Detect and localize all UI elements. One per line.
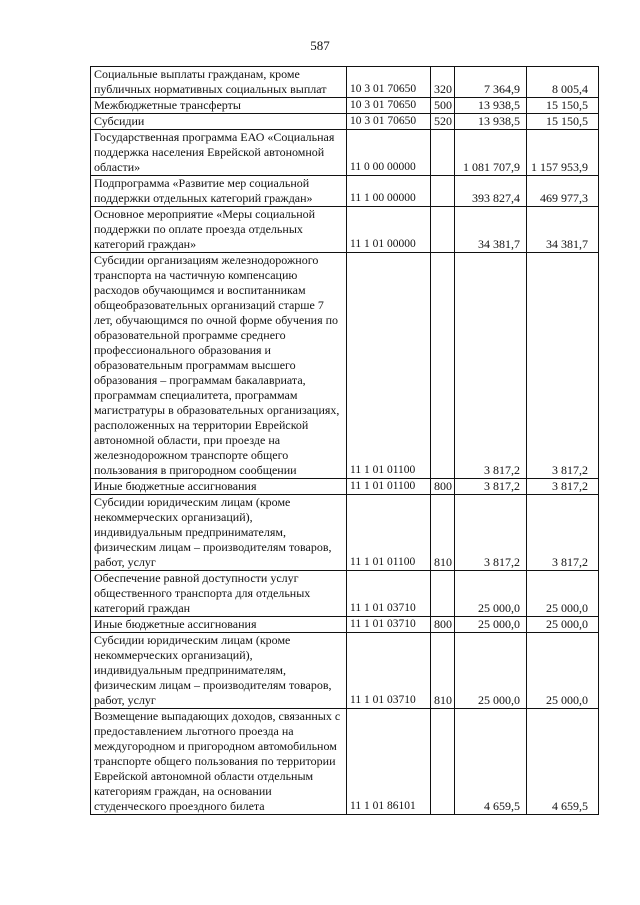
row-expense-kind [431,207,455,253]
row-amount-2: 15 150,5 [527,98,599,114]
row-target-code: 10 3 01 70650 [347,67,431,98]
row-amount-1: 7 364,9 [455,67,527,98]
row-amount-1: 4 659,5 [455,709,527,815]
row-amount-1: 25 000,0 [455,633,527,709]
table-row [91,633,599,709]
row-target-code: 11 1 01 86101 [347,709,431,815]
row-name: Субсидии юридическим лицам (кроме некоммерческих организаций), индивидуальным предпринимателям, физическим лицам – производителям товаров, работ, услуг [91,633,347,709]
row-expense-kind [431,571,455,617]
row-target-code: 10 3 01 70650 [347,98,431,114]
row-amount-1: 393 827,4 [455,176,527,207]
row-target-code: 11 1 01 01100 [347,479,431,495]
row-amount-2: 469 977,3 [527,176,599,207]
row-name: Основное мероприятие «Меры социальной поддержки по оплате проезда отдельных категорий граждан» [91,207,347,253]
row-name: Возмещение выпадающих доходов, связанных с предоставлением льготного проезда на междугородном и пригородном автомобильном транспорте общего пользования по территории Еврейской автономной области отдельным категориям граждан, на основании студенческого проездного билета [91,709,347,815]
row-expense-kind: 810 [431,633,455,709]
row-amount-2: 15 150,5 [527,114,599,130]
row-amount-1: 3 817,2 [455,253,527,479]
row-amount-1: 13 938,5 [455,114,527,130]
row-amount-1: 3 817,2 [455,495,527,571]
table-row [91,253,599,479]
row-amount-2: 25 000,0 [527,633,599,709]
table-row [91,479,599,495]
row-amount-2: 8 005,4 [527,67,599,98]
table-row [91,709,599,815]
row-target-code: 11 1 00 00000 [347,176,431,207]
row-name: Межбюджетные трансферты [91,98,347,114]
row-amount-1: 1 081 707,9 [455,130,527,176]
table-row [91,571,599,617]
row-target-code: 11 1 01 01100 [347,495,431,571]
row-name: Государственная программа ЕАО «Социальная поддержка населения Еврейской автономной области» [91,130,347,176]
row-expense-kind: 320 [431,67,455,98]
page-number: 587 [310,38,330,53]
budget-table-body [91,67,599,815]
row-expense-kind: 500 [431,98,455,114]
row-amount-2: 3 817,2 [527,495,599,571]
row-amount-2: 1 157 953,9 [527,130,599,176]
row-amount-2: 3 817,2 [527,253,599,479]
row-name: Субсидии организациям железнодорожного транспорта на частичную компенсацию расходов обучающимся и воспитанникам общеобразовательных организаций старше 7 лет, обучающимся по очной форме обучения по образовательной программе среднего профессионального образования и образовательным программам высшего образования – программам бакалавриата, программам специалитета, программам магистратуры в образовательных организациях, расположенных на территории Еврейской автономной области, при проезде на железнодорожном транспорте общего пользования в пригородном сообщении [91,253,347,479]
row-expense-kind: 810 [431,495,455,571]
row-amount-1: 3 817,2 [455,479,527,495]
row-target-code: 11 0 00 00000 [347,130,431,176]
row-target-code: 11 1 01 03710 [347,633,431,709]
row-amount-1: 25 000,0 [455,571,527,617]
row-amount-2: 25 000,0 [527,617,599,633]
table-row [91,98,599,114]
row-expense-kind: 800 [431,617,455,633]
table-row [91,495,599,571]
row-expense-kind: 800 [431,479,455,495]
row-expense-kind: 520 [431,114,455,130]
table-row [91,130,599,176]
table-row [91,67,599,98]
budget-table [90,66,599,815]
row-amount-1: 25 000,0 [455,617,527,633]
table-row [91,114,599,130]
row-target-code: 11 1 01 00000 [347,207,431,253]
row-name: Социальные выплаты гражданам, кроме публичных нормативных социальных выплат [91,67,347,98]
row-amount-2: 4 659,5 [527,709,599,815]
row-target-code: 11 1 01 01100 [347,253,431,479]
table-row [91,207,599,253]
row-expense-kind [431,130,455,176]
row-amount-2: 3 817,2 [527,479,599,495]
row-target-code: 11 1 01 03710 [347,571,431,617]
row-name: Иные бюджетные ассигнования [91,617,347,633]
row-name: Обеспечение равной доступности услуг общественного транспорта для отдельных категорий граждан [91,571,347,617]
row-name: Субсидии юридическим лицам (кроме некоммерческих организаций), индивидуальным предпринимателям, физическим лицам – производителям товаров, работ, услуг [91,495,347,571]
row-expense-kind [431,253,455,479]
row-expense-kind [431,709,455,815]
row-target-code: 10 3 01 70650 [347,114,431,130]
row-name: Субсидии [91,114,347,130]
table-row [91,617,599,633]
row-amount-2: 25 000,0 [527,571,599,617]
row-amount-2: 34 381,7 [527,207,599,253]
row-expense-kind [431,176,455,207]
row-name: Иные бюджетные ассигнования [91,479,347,495]
row-target-code: 11 1 01 03710 [347,617,431,633]
row-amount-1: 34 381,7 [455,207,527,253]
table-row [91,176,599,207]
row-name: Подпрограмма «Развитие мер социальной поддержки отдельных категорий граждан» [91,176,347,207]
row-amount-1: 13 938,5 [455,98,527,114]
